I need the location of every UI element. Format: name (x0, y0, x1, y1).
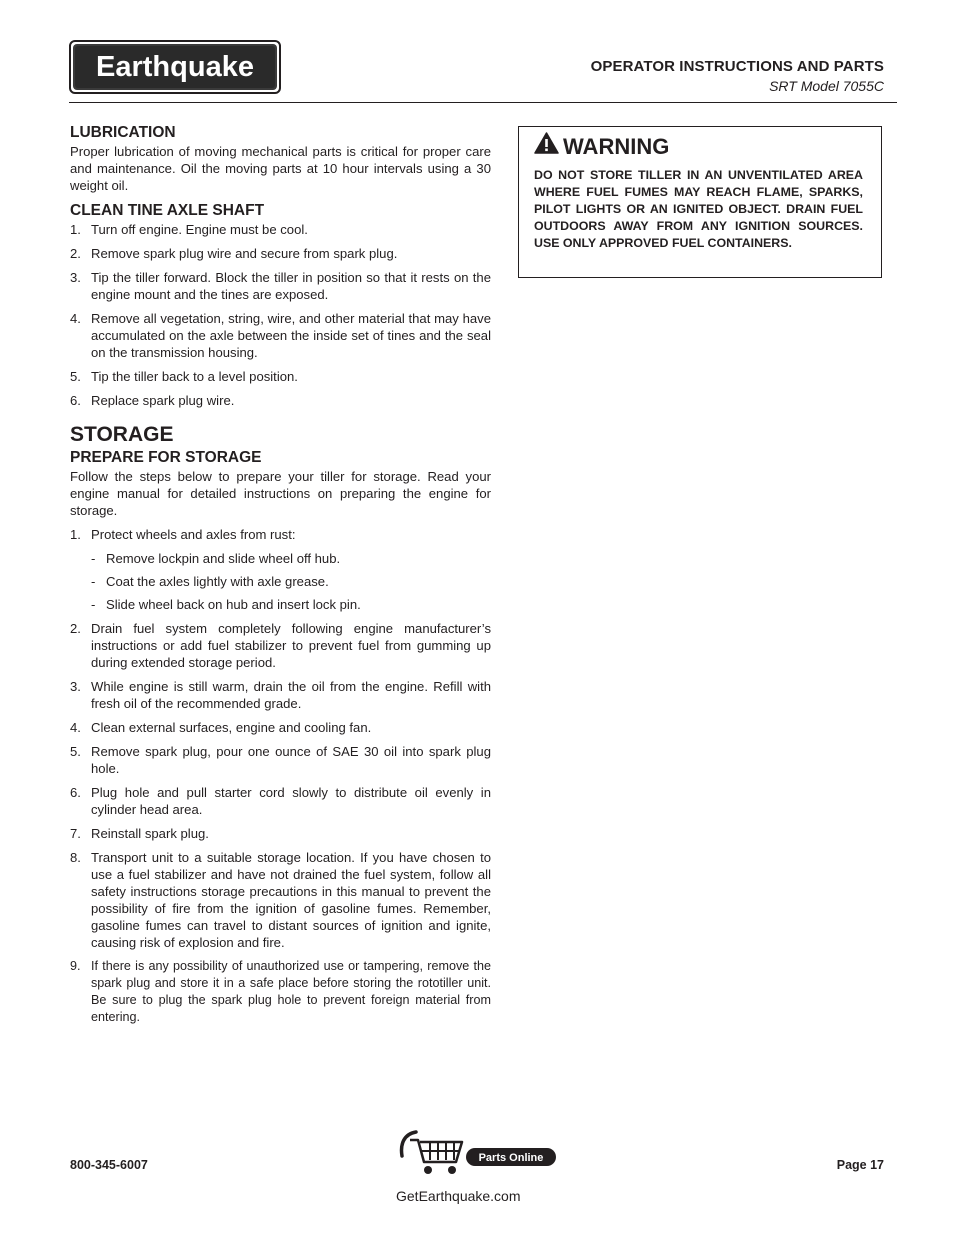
list-item: 2. Remove spark plug wire and secure from spark plug. (70, 246, 398, 261)
page-number: Page 17 (836, 1158, 884, 1172)
phone-number: 800-345-6007 (70, 1158, 148, 1172)
lubrication-body: Proper lubrication of moving mechanical parts is critical for proper care and maintenance. Oil the moving parts at 10 hour intervals using a 30 weight oil. (70, 144, 491, 193)
sub-list-item: - Slide wheel back on hub and insert lock pin. (91, 597, 361, 612)
prepare-storage-heading: PREPARE FOR STORAGE (70, 449, 262, 466)
list-item: 8. Transport unit to a suitable storage location. If you have chosen to use a fuel stabilizer and have not drained the fuel system, follow all safety instructions storage precautions in this manual to prevent the possibility of fire from the ignition of gasoline fumes. Remember, gasoline fumes can travel to distant sources of ignition and ignite, causing risk of explosion and fire. (70, 850, 491, 950)
parts-online-label: Parts Online (478, 1152, 544, 1164)
header-divider (69, 102, 897, 103)
list-item: 5. Tip the tiller back to a level position. (70, 369, 298, 384)
list-item: 2. Drain fuel system completely following engine manufacturer’s instructions or add fuel stabilizer to prevent fuel from gumming up during extended storage period. (70, 621, 491, 670)
warning-title: WARNING (534, 134, 669, 162)
warning-box (518, 126, 882, 278)
lubrication-heading: LUBRICATION (70, 124, 176, 141)
list-item: 1. Protect wheels and axles from rust: (70, 527, 296, 542)
storage-steps (70, 526, 491, 1026)
left-column (70, 124, 491, 1033)
list-item: 9. If there is any possibility of unauthorized use or tampering, remove the spark plug and store it in a safe place before storing the rototiller unit. Be sure to plug the spark plug hole to prevent foreign material from entering. (70, 959, 491, 1024)
list-item: 4. Remove all vegetation, string, wire, and other material that may have accumulated on the axle between the inside set of tines and the seal on the transmission housing. (70, 311, 491, 360)
clean-tine-heading: CLEAN TINE AXLE SHAFT (70, 202, 265, 219)
storage-heading: STORAGE (70, 423, 174, 446)
list-item: 3. While engine is still warm, drain the oil from the engine. Refill with fresh oil of the recommended grade. (70, 679, 491, 711)
list-item: 4. Clean external surfaces, engine and cooling fan. (70, 720, 372, 735)
sub-list (70, 550, 491, 613)
warning-body: DO NOT STORE TILLER IN AN UNVENTILATED AREA WHERE FUEL FUMES MAY REACH FLAME, SPARKS, PILOT LIGHTS OR AN IGNITED OBJECT. DRAIN FUEL OUTDOORS AWAY FROM ANY IGNITION SOURCES. USE ONLY APPROVED FUEL CONTAINERS. (534, 168, 863, 250)
list-item: 6. Replace spark plug wire. (70, 393, 235, 408)
earthquake-logo (69, 40, 281, 94)
sub-list-item: - Remove lockpin and slide wheel off hub. (91, 551, 341, 566)
list-item: 1. Turn off engine. Engine must be cool. (70, 222, 308, 237)
document-title: OPERATOR INSTRUCTIONS AND PARTS (590, 58, 884, 75)
warning-triangle-icon (534, 132, 559, 160)
logo-text: Earthquake (96, 51, 254, 83)
list-item: 6. Plug hole and pull starter cord slowly to distribute oil evenly in cylinder head area. (70, 785, 491, 817)
list-item: 3. Tip the tiller forward. Block the tiller in position so that it rests on the engine mount and the tines are exposed. (70, 270, 491, 302)
parts-online-logo[interactable] (396, 1126, 560, 1178)
list-item: 7. Reinstall spark plug. (70, 826, 209, 841)
website-url[interactable]: GetEarthquake.com (396, 1188, 521, 1204)
list-item: 5. Remove spark plug, pour one ounce of SAE 30 oil into spark plug hole. (70, 744, 491, 776)
storage-intro: Follow the steps below to prepare your tiller for storage. Read your engine manual for detailed instructions on preparing the engine for storage. (70, 469, 491, 518)
model-subtitle: SRT Model 7055C (769, 78, 884, 94)
sub-list-item: - Coat the axles lightly with axle grease. (91, 574, 329, 589)
clean-tine-steps (70, 221, 491, 409)
